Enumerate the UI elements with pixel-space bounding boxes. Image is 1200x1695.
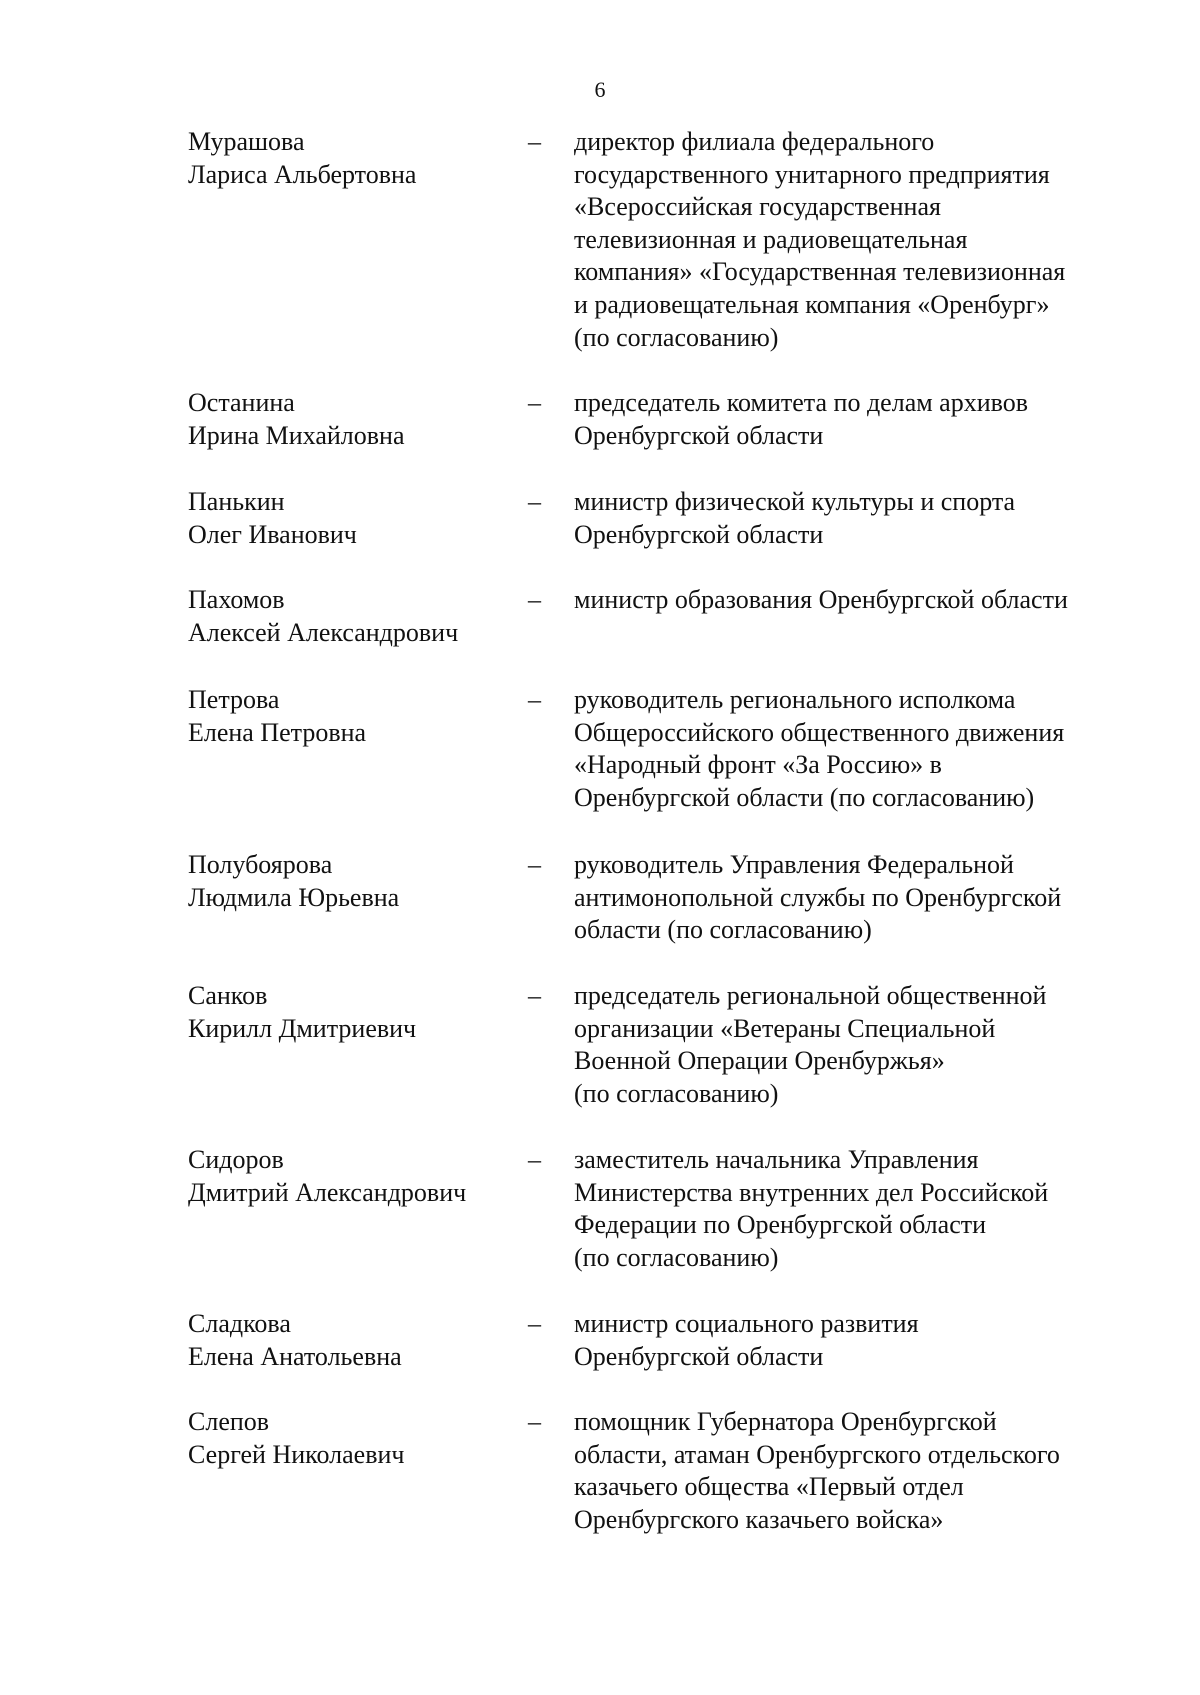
- separator-dash: –: [528, 487, 541, 516]
- member-name: [188, 684, 518, 749]
- member-given-name: Дмитрий Александрович: [188, 1177, 467, 1207]
- member-entry: [0, 1308, 1200, 1406]
- member-position: [574, 1144, 1134, 1274]
- member-name: [188, 486, 518, 551]
- member-surname: Мурашова: [188, 127, 305, 156]
- member-position: [574, 387, 1134, 452]
- position-line: Оренбургской области: [574, 1341, 824, 1371]
- position-line: министр социального развития: [574, 1309, 919, 1338]
- position-line: Общероссийского общественного движения: [574, 717, 1065, 747]
- member-given-name: Алексей Александрович: [188, 617, 459, 647]
- member-entry: [0, 1144, 1200, 1308]
- position-line: руководитель регионального исполкома: [574, 685, 1016, 714]
- member-position: [574, 1406, 1134, 1536]
- member-name: [188, 1406, 518, 1471]
- position-line: (по согласованию): [574, 1242, 779, 1272]
- position-line: казачьего общества «Первый отдел: [574, 1472, 964, 1502]
- page-number: 6: [594, 77, 606, 102]
- position-line: Оренбургского казачьего войска»: [574, 1504, 944, 1534]
- member-given-name: Олег Иванович: [188, 519, 357, 549]
- position-line: министр физической культуры и спорта: [574, 487, 1016, 516]
- member-given-name: Елена Анатольевна: [188, 1341, 402, 1371]
- position-line: «Всероссийская государственная: [574, 192, 941, 222]
- separator-dash: –: [528, 1145, 541, 1174]
- member-entry: [0, 1406, 1200, 1546]
- member-surname: Останина: [188, 388, 295, 417]
- member-position: [574, 126, 1134, 354]
- member-name: [188, 849, 518, 914]
- member-entry: [0, 980, 1200, 1144]
- position-line: министр образования Оренбургской области: [574, 585, 1068, 614]
- member-name: [188, 1308, 518, 1373]
- member-entry: [0, 584, 1200, 684]
- position-line: организации «Ветераны Специальной: [574, 1013, 996, 1043]
- position-line: помощник Губернатора Оренбургской: [574, 1407, 997, 1436]
- separator-dash: –: [528, 388, 541, 417]
- member-position: [574, 684, 1134, 814]
- position-line: государственного унитарного предприятия: [574, 159, 1050, 189]
- member-surname: Пахомов: [188, 585, 285, 614]
- member-given-name: Елена Петровна: [188, 717, 367, 747]
- member-name: [188, 126, 518, 191]
- position-line: телевизионная и радиовещательная: [574, 224, 968, 254]
- member-given-name: Сергей Николаевич: [188, 1439, 405, 1469]
- position-line: председатель комитета по делам архивов: [574, 388, 1029, 417]
- member-given-name: Лариса Альбертовна: [188, 159, 417, 189]
- position-line: компания» «Государственная телевизионная: [574, 257, 1066, 287]
- member-entry: [0, 387, 1200, 486]
- position-line: заместитель начальника Управления: [574, 1145, 979, 1174]
- member-entry: [0, 486, 1200, 584]
- position-line: и радиовещательная компания «Оренбург»: [574, 289, 1050, 319]
- position-line: (по согласованию): [574, 322, 779, 352]
- member-name: [188, 387, 518, 452]
- member-surname: Сидоров: [188, 1145, 284, 1174]
- position-line: Министерства внутренних дел Российской: [574, 1177, 1049, 1207]
- separator-dash: –: [528, 1309, 541, 1338]
- member-list: [0, 126, 1200, 1546]
- separator-dash: –: [528, 585, 541, 614]
- member-surname: Слепов: [188, 1407, 270, 1436]
- member-entry: [0, 684, 1200, 849]
- position-line: области, атаман Оренбургского отдельского: [574, 1439, 1060, 1469]
- separator-dash: –: [528, 981, 541, 1010]
- position-line: антимонопольной службы по Оренбургской: [574, 882, 1062, 912]
- member-name: [188, 1144, 518, 1209]
- position-line: Военной Операции Оренбуржья»: [574, 1046, 945, 1076]
- member-given-name: Кирилл Дмитриевич: [188, 1013, 417, 1043]
- position-line: Оренбургской области: [574, 420, 824, 450]
- position-line: «Народный фронт «За Россию» в: [574, 750, 942, 780]
- position-line: Оренбургской области (по согласованию): [574, 782, 1035, 812]
- member-position: [574, 849, 1134, 947]
- member-surname: Панькин: [188, 487, 285, 516]
- position-line: области (по согласованию): [574, 915, 872, 945]
- position-line: (по согласованию): [574, 1078, 779, 1108]
- position-line: руководитель Управления Федеральной: [574, 850, 1014, 879]
- position-line: директор филиала федерального: [574, 127, 935, 156]
- member-position: [574, 486, 1134, 551]
- member-given-name: Ирина Михайловна: [188, 420, 405, 450]
- member-name: [188, 980, 518, 1045]
- member-entry: [0, 126, 1200, 387]
- position-line: председатель региональной общественной: [574, 981, 1047, 1010]
- member-surname: Полубоярова: [188, 850, 333, 879]
- member-surname: Сладкова: [188, 1309, 291, 1338]
- member-surname: Санков: [188, 981, 268, 1010]
- separator-dash: –: [528, 127, 541, 156]
- member-position: [574, 584, 1134, 617]
- member-entry: [0, 849, 1200, 980]
- position-line: Федерации по Оренбургской области: [574, 1210, 987, 1240]
- member-surname: Петрова: [188, 685, 280, 714]
- separator-dash: –: [528, 685, 541, 714]
- separator-dash: –: [528, 850, 541, 879]
- member-given-name: Людмила Юрьевна: [188, 882, 400, 912]
- position-line: Оренбургской области: [574, 519, 824, 549]
- member-position: [574, 980, 1134, 1110]
- member-name: [188, 584, 518, 649]
- separator-dash: –: [528, 1407, 541, 1436]
- member-position: [574, 1308, 1134, 1373]
